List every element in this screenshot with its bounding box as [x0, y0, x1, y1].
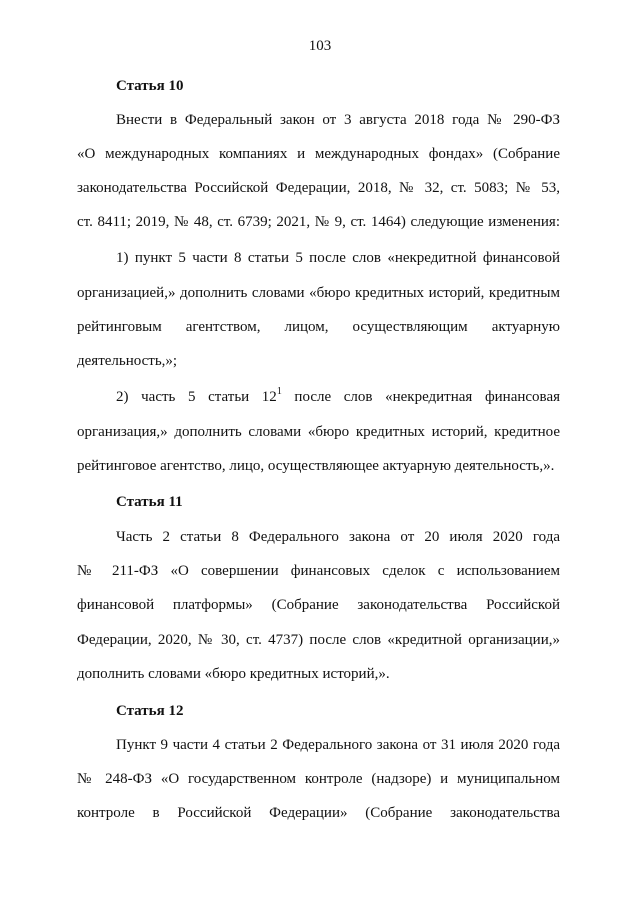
superscript: 1 [276, 386, 282, 397]
article-10-heading: Статья 10 [116, 78, 184, 94]
article-10-line: ст. 8411; 2019, № 48, ст. 6739; 2021, № 9, ст. 1464) следующие изменения: [77, 214, 560, 230]
article-11-line: Часть 2 статьи 8 Федерального закона от 20 июля 2020 года [116, 529, 560, 545]
article-10-line: Внести в Федеральный закон от 3 августа 2018 года № 290-ФЗ [116, 112, 560, 128]
article-10-item-1-line: деятельность,»; [77, 353, 178, 369]
article-11-line: дополнить словами «бюро кредитных историй,». [77, 666, 390, 682]
article-12-line: Пункт 9 части 4 статьи 2 Федерального закона от 31 июля 2020 года [116, 737, 560, 753]
article-10-item-2-line [116, 386, 560, 406]
article-11-line: финансовой платформы» (Собрание законодательства Российской [77, 597, 560, 613]
item-2-prefix: 2) часть 5 статьи 12 [116, 389, 277, 405]
item-2-suffix: после слов «некредитная финансовая [281, 389, 560, 405]
article-10-item-2-line: организация,» дополнить словами «бюро кредитных историй, кредитное [77, 424, 560, 440]
article-10-line: законодательства Российской Федерации, 2018, № 32, ст. 5083; № 53, [77, 180, 560, 196]
article-10-item-1-line: рейтинговым агентством, лицом, осуществляющим актуарную [77, 319, 560, 335]
article-10-item-1-line: организацией,» дополнить словами «бюро кредитных историй, кредитным [77, 285, 560, 301]
article-11-line: Федерации, 2020, № 30, ст. 4737) после слов «кредитной организации,» [77, 632, 560, 648]
article-11-line: № 211-ФЗ «О совершении финансовых сделок с использованием [77, 563, 560, 579]
article-12-line: контроле в Российской Федерации» (Собрание законодательства [77, 805, 560, 821]
page-number: 103 [308, 38, 332, 54]
article-12-heading: Статья 12 [116, 703, 184, 719]
article-10-item-2-line: рейтинговое агентство, лицо, осуществляющее актуарную деятельность,». [77, 458, 555, 474]
article-10-item-1-line: 1) пункт 5 части 8 статьи 5 после слов «некредитной финансовой [116, 250, 560, 266]
article-10-line: «О международных компаниях и международных фондах» (Собрание [77, 146, 560, 162]
article-12-line: № 248-ФЗ «О государственном контроле (надзоре) и муниципальном [77, 771, 560, 787]
article-11-heading: Статья 11 [116, 494, 183, 510]
